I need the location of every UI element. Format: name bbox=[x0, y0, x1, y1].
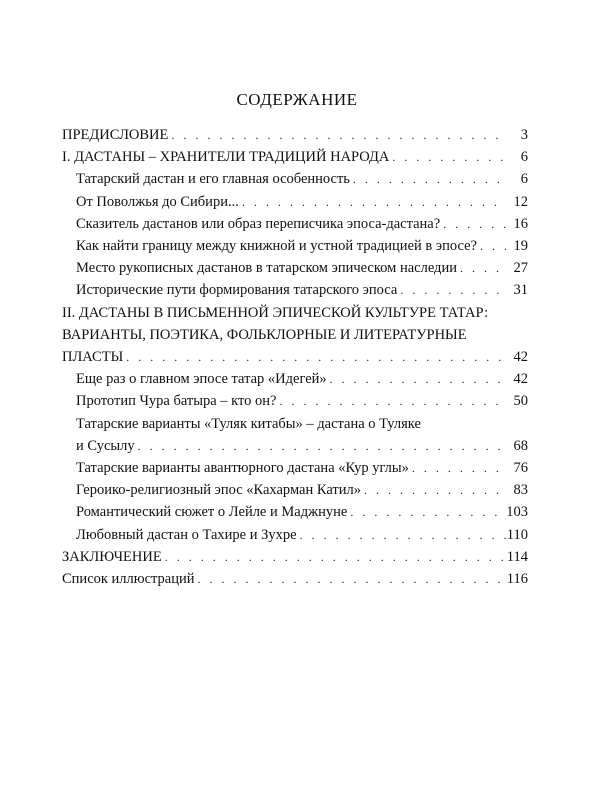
toc-entry-label: Прототип Чура батыра – кто он? bbox=[76, 393, 277, 410]
leader-dots bbox=[123, 346, 506, 368]
toc-page-number: 103 bbox=[506, 504, 528, 521]
toc-entry-label: Исторические пути формирования татарского эпоса bbox=[76, 282, 398, 299]
leader-dots bbox=[327, 368, 506, 390]
leader-dots bbox=[440, 213, 506, 235]
toc-entry-label: Еще раз о главном эпосе татар «Идегей» bbox=[76, 371, 327, 388]
toc-entry-label-line: ПЛАСТЫ bbox=[62, 349, 124, 366]
leader-dots bbox=[195, 568, 506, 590]
toc-page-number: 42 bbox=[513, 371, 528, 388]
toc-entry-label: Как найти границу между книжной и устной традицией в эпосе? bbox=[76, 238, 477, 255]
toc-entry[interactable] bbox=[62, 257, 528, 279]
toc-entry-label-line: II. ДАСТАНЫ В ПИСЬМЕННОЙ ЭПИЧЕСКОЙ КУЛЬТУРЕ ТАТАР: bbox=[62, 304, 489, 321]
leader-dots bbox=[297, 524, 506, 546]
leader-dots bbox=[389, 146, 506, 168]
toc-entry[interactable] bbox=[62, 457, 528, 479]
toc-entry-label: Сказитель дастанов или образ переписчика эпоса-дастана? bbox=[76, 215, 441, 232]
toc-page-number: 110 bbox=[506, 526, 528, 543]
toc-entry[interactable] bbox=[62, 279, 528, 301]
leader-dots bbox=[457, 257, 506, 279]
toc-entry-label: Романтический сюжет о Лейле и Маджнуне bbox=[76, 504, 348, 521]
leader-dots bbox=[397, 279, 506, 301]
toc-entry[interactable] bbox=[62, 413, 528, 457]
leader-dots bbox=[350, 168, 506, 190]
toc-entry[interactable] bbox=[62, 368, 528, 390]
toc-entry-label: Героико-религиозный эпос «Кахарман Катил» bbox=[76, 482, 361, 499]
toc-entry-illustrations[interactable] bbox=[62, 568, 528, 590]
toc-page-number: 3 bbox=[520, 127, 528, 143]
toc-page-number: 116 bbox=[506, 571, 528, 588]
leader-dots bbox=[477, 235, 506, 257]
toc-entry-label-line: и Сусылу bbox=[76, 437, 135, 454]
toc-page-number: 16 bbox=[513, 215, 528, 232]
toc-page-number: 114 bbox=[506, 548, 528, 565]
toc-page-number: 42 bbox=[513, 349, 528, 366]
toc-page-number: 6 bbox=[520, 171, 528, 188]
toc-entry-label: Список иллюстраций bbox=[62, 571, 195, 588]
toc-page-number: 83 bbox=[513, 482, 528, 499]
leader-dots bbox=[239, 191, 506, 213]
toc-entry-label: Татарские варианты авантюрного дастана «Кур углы» bbox=[76, 460, 409, 477]
toc-entry-label: ПРЕДИСЛОВИЕ bbox=[62, 127, 169, 143]
toc-page-number: 68 bbox=[513, 437, 528, 454]
toc-entry-label: От Поволжья до Сибири... bbox=[76, 193, 239, 210]
leader-dots bbox=[162, 546, 506, 568]
toc-entry-conclusion[interactable] bbox=[62, 546, 528, 568]
toc-entry-label: ЗАКЛЮЧЕНИЕ bbox=[62, 548, 162, 565]
toc-entry-label: Любовный дастан о Тахире и Зухре bbox=[76, 526, 297, 543]
toc-entry-label: Место рукописных дастанов в татарском эпическом наследии bbox=[76, 260, 457, 277]
toc-page-number: 12 bbox=[513, 193, 528, 210]
page-title: СОДЕРЖАНИЕ bbox=[236, 90, 358, 109]
leader-dots bbox=[409, 457, 506, 479]
toc-entry-chapter-2[interactable] bbox=[62, 302, 528, 369]
toc-page-number: 27 bbox=[513, 260, 528, 277]
toc-entry-label-line: ВАРИАНТЫ, ПОЭТИКА, ФОЛЬКЛОРНЫЕ И ЛИТЕРАТУРНЫЕ bbox=[62, 326, 467, 343]
toc-entry[interactable] bbox=[62, 501, 528, 523]
toc-entry[interactable] bbox=[62, 524, 528, 546]
toc-entry-label: Татарский дастан и его главная особенность bbox=[76, 171, 350, 188]
toc-entry-label-line: Татарские варианты «Туляк китабы» – дастана о Туляке bbox=[76, 415, 421, 432]
toc-page-number: 76 bbox=[513, 460, 528, 477]
toc-page-number: 31 bbox=[513, 282, 528, 299]
toc-entry-label: I. ДАСТАНЫ – ХРАНИТЕЛИ ТРАДИЦИЙ НАРОДА bbox=[62, 149, 390, 166]
toc-page-number: 19 bbox=[513, 238, 528, 255]
toc-entry-chapter-1[interactable] bbox=[62, 146, 528, 168]
toc-entry-preface[interactable] bbox=[62, 124, 528, 146]
toc-entry[interactable] bbox=[62, 235, 528, 257]
toc-entry[interactable] bbox=[62, 168, 528, 190]
leader-dots bbox=[168, 124, 506, 146]
toc-page-number: 50 bbox=[513, 393, 528, 410]
toc-entry[interactable] bbox=[62, 191, 528, 213]
table-of-contents bbox=[62, 124, 528, 590]
toc-entry[interactable] bbox=[62, 479, 528, 501]
leader-dots bbox=[135, 435, 506, 457]
toc-entry[interactable] bbox=[62, 390, 528, 412]
leader-dots bbox=[361, 479, 506, 501]
toc-entry[interactable] bbox=[62, 213, 528, 235]
leader-dots bbox=[276, 390, 506, 412]
toc-page-number: 6 bbox=[520, 149, 528, 166]
leader-dots bbox=[347, 501, 506, 523]
